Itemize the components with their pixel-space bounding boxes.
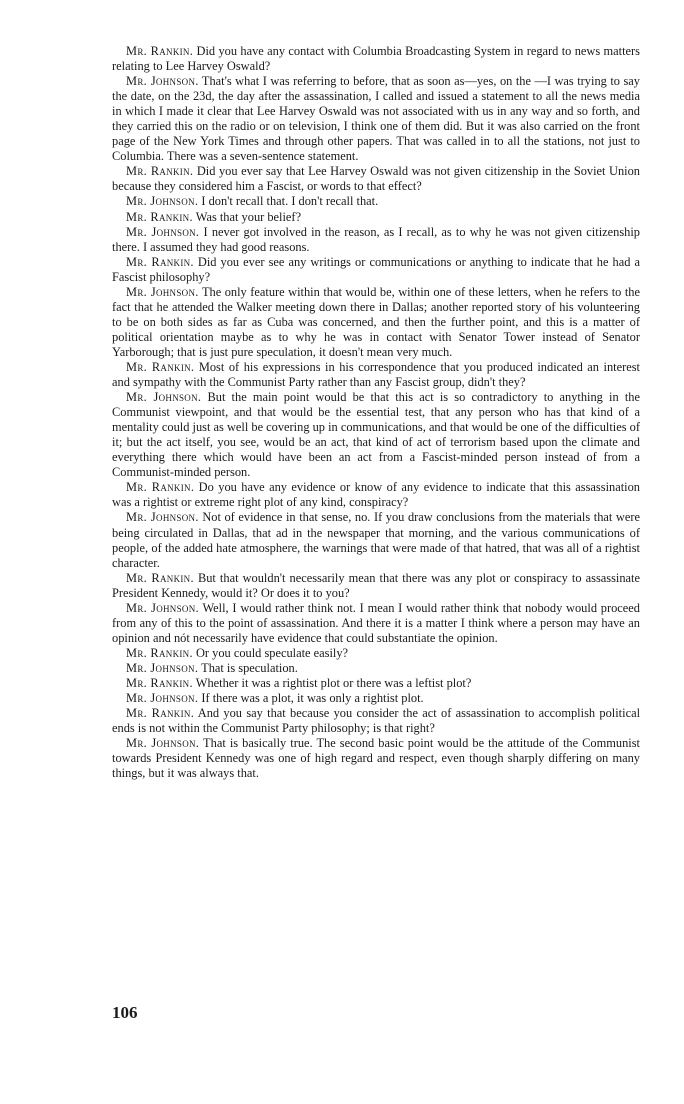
paragraph-text: But that wouldn't necessarily mean that there was any plot or conspiracy to assassinate President Kennedy, would it? Or does it to you? bbox=[112, 570, 640, 600]
paragraph-text: Whether it was a rightist plot or there was a leftist plot? bbox=[192, 675, 472, 690]
speaker-name: Mr. Johnson. bbox=[126, 194, 199, 209]
transcript-paragraph bbox=[112, 74, 640, 164]
speaker-name: Mr. Rankin. bbox=[126, 44, 194, 58]
transcript-paragraph bbox=[112, 255, 640, 285]
speaker-name: Mr. Rankin. bbox=[126, 706, 195, 721]
paragraph-text: Did you ever see any writings or communications or anything to indicate that he had a Fascist philosophy? bbox=[112, 254, 641, 284]
paragraph-text: Well, I would rather think not. I mean I would rather think that nobody would proceed from any of this to the point of assassination. And there it is a matter I think where a person may have an opinion and nót necessarily have evidence that could substantiate the opinion. bbox=[112, 600, 640, 645]
paragraph-text: I don't recall that. I don't recall that. bbox=[198, 194, 379, 209]
paragraph-text: If there was a plot, it was only a rightist plot. bbox=[198, 691, 424, 706]
speaker-name: Mr. Johnson. bbox=[126, 224, 200, 239]
transcript-paragraph bbox=[112, 285, 640, 360]
transcript-paragraph bbox=[112, 676, 640, 691]
speaker-name: Mr. Rankin. bbox=[126, 359, 195, 374]
transcript-paragraph bbox=[112, 390, 640, 480]
transcript-paragraph bbox=[112, 194, 640, 209]
transcript-paragraph bbox=[112, 706, 640, 736]
page-number: 106 bbox=[112, 1003, 138, 1022]
paragraph-text: Did you ever say that Lee Harvey Oswald was not given citizenship in the Soviet Union because they considered him a Fascist, or words to that effect? bbox=[112, 164, 641, 194]
transcript-paragraph bbox=[112, 480, 640, 510]
transcript-paragraph bbox=[112, 360, 640, 390]
speaker-name: Mr. Johnson. bbox=[126, 600, 199, 615]
paragraph-text: But the main point would be that this act is so contradictory to anything in the Communist viewpoint, and that would be the essential test, that any person who has that kind of a mentality could just as well be covering up in communications, and that would be one of the difficulties of it; but the act itself, you see, would be an act, that kind of act of terrorism based upon the climate and everything there which would have been an act from a Fascist-minded person instead of from a Communist-minded person. bbox=[112, 390, 640, 480]
paragraph-text: The only feature within that would be, within one of these letters, when he refers to the fact that he attended the Walker meeting down there in Dallas; another reported story of his volunteering to be on both sides as far as Cuba was concerned, and then the further point, and this is a matter of political orientation maybe as to why he was in contact with Senator Tower instead of Senator Yarborough; that is just pure speculation, it doesn't mean very much. bbox=[112, 284, 640, 359]
speaker-name: Mr. Rankin. bbox=[126, 164, 194, 179]
paragraph-text: Most of his expressions in his correspondence that you produced indicated an interest and sympathy with the Communist Party rather than any Fascist group, didn't they? bbox=[112, 359, 641, 390]
paragraph-text: Or you could speculate easily? bbox=[192, 645, 349, 660]
speaker-name: Mr. Rankin. bbox=[126, 570, 194, 585]
transcript-paragraph bbox=[112, 164, 640, 194]
speaker-name: Mr. Rankin. bbox=[126, 480, 195, 495]
speaker-name: Mr. Rankin. bbox=[126, 675, 193, 690]
paragraph-text: Do you have any evidence or know of any evidence to indicate that this assassination was a rightist or extreme right plot of any kind, conspiracy? bbox=[112, 480, 640, 510]
paragraph-text: And you say that because you consider the act of assassination to accomplish political ends is not within the Communist Party philosophy; is that right? bbox=[112, 706, 641, 736]
paragraph-text: I never got involved in the reason, as I recall, as to why he was not given citizenship there. I assumed they had good reasons. bbox=[112, 224, 640, 254]
transcript-paragraph bbox=[112, 44, 640, 74]
speaker-name: Mr. Johnson. bbox=[126, 660, 199, 675]
paragraph-text: Not of evidence in that sense, no. If you draw conclusions from the materials that were being circulated in Dallas, that ad in the newspaper that morning, and the various communications of people, of the added hate atmosphere, the warnings that were made of that hatred, that was all of a rightist character. bbox=[112, 510, 640, 570]
transcript-paragraph bbox=[112, 736, 640, 781]
transcript-paragraph bbox=[112, 225, 640, 255]
transcript-paragraph bbox=[112, 691, 640, 706]
transcript-paragraph bbox=[112, 510, 640, 570]
speaker-name: Mr. Rankin. bbox=[126, 645, 193, 660]
document-page bbox=[112, 44, 640, 781]
transcript-paragraph bbox=[112, 661, 640, 676]
paragraph-text: That is basically true. The second basic point would be the attitude of the Communist towards President Kennedy was one of high regard and respect, even though sharply differing on many things, but it was always that. bbox=[112, 736, 640, 781]
paragraph-text: Did you have any contact with Columbia Broadcasting System in regard to news matters relating to Lee Harvey Oswald? bbox=[112, 44, 640, 74]
speaker-name: Mr. Johnson. bbox=[126, 390, 202, 405]
speaker-name: Mr. Johnson. bbox=[126, 284, 199, 299]
speaker-name: Mr. Rankin. bbox=[126, 254, 194, 269]
speaker-name: Mr. Rankin. bbox=[126, 209, 193, 224]
speaker-name: Mr. Johnson. bbox=[126, 74, 199, 89]
speaker-name: Mr. Johnson. bbox=[126, 691, 199, 706]
speaker-name: Mr. Johnson. bbox=[126, 736, 200, 751]
transcript-paragraph bbox=[112, 601, 640, 646]
transcript-paragraph bbox=[112, 571, 640, 601]
transcript-paragraph bbox=[112, 210, 640, 225]
paragraph-text: Was that your belief? bbox=[192, 209, 302, 224]
paragraph-text: That's what I was referring to before, that as soon as—yes, on the —I was trying to say the date, on the 23d, the day after the assassination, I called and issued a statement to all the news media in which I made it clear that Lee Harvey Oswald was not associated with us in any way and so forth, and they carried this on the radio or on television, I think one of them did. But it was also carried on the front page of the New York Times and through other papers. That was called in to all the stations, not just to Columbia. There was a seven-sentence statement. bbox=[112, 74, 640, 164]
transcript-paragraph bbox=[112, 646, 640, 661]
paragraph-text: That is speculation. bbox=[198, 660, 298, 675]
speaker-name: Mr. Johnson. bbox=[126, 510, 199, 525]
